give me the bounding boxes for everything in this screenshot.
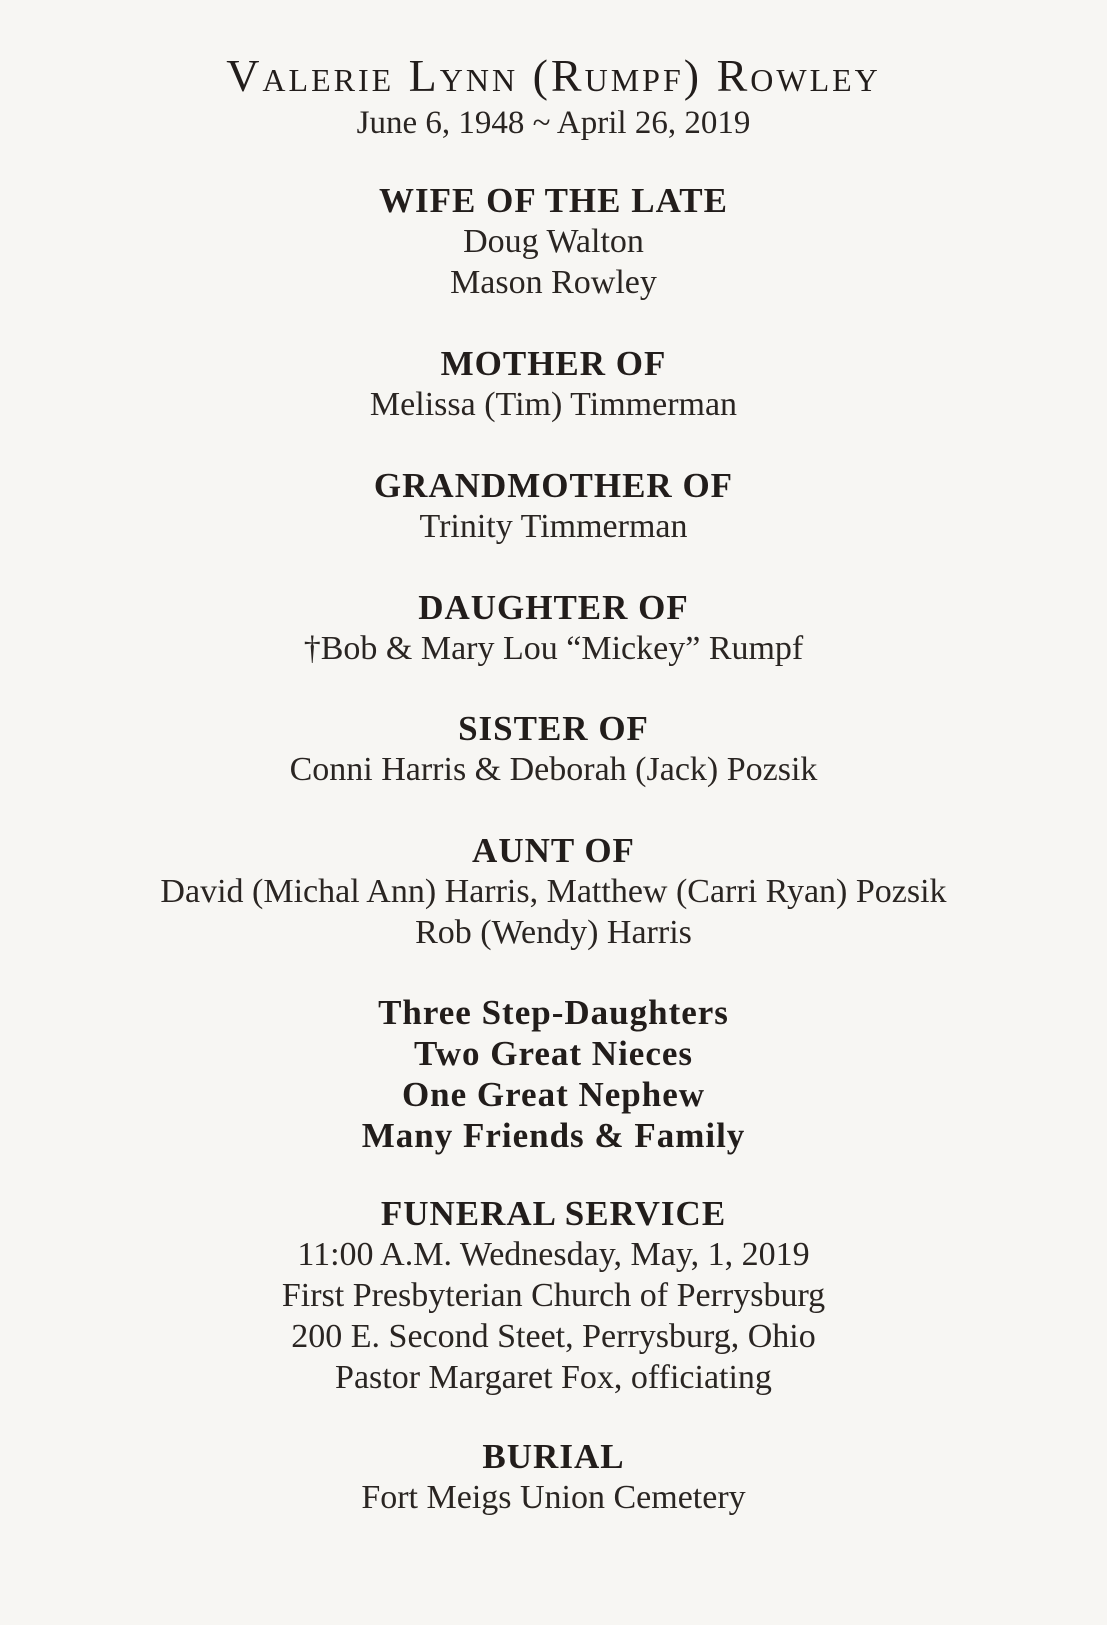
section-wife-of — [0, 180, 1107, 303]
section-line: One Great Nephew — [401, 1075, 706, 1114]
section-line: Two Great Nieces — [413, 1034, 694, 1073]
section-heading: WIFE OF THE LATE — [379, 181, 728, 220]
section-line: Melissa (Tim) Timmerman — [369, 386, 738, 423]
section-heading: FUNERAL SERVICE — [380, 1194, 727, 1233]
section-line: Trinity Timmerman — [419, 508, 688, 545]
section-line: Pastor Margaret Fox, officiating — [335, 1359, 772, 1396]
section-line: Rob (Wendy) Harris — [415, 914, 692, 951]
section-heading: MOTHER OF — [440, 344, 667, 383]
section-line: 11:00 A.M. Wednesday, May, 1, 2019 — [297, 1236, 810, 1273]
section-line: †Bob & Mary Lou “Mickey” Rumpf — [303, 630, 804, 667]
section-aunt-of — [0, 830, 1107, 953]
section-line: Conni Harris & Deborah (Jack) Pozsik — [289, 751, 818, 788]
section-line: 200 E. Second Steet, Perrysburg, Ohio — [291, 1318, 816, 1355]
section-line: Mason Rowley — [450, 264, 657, 301]
section-line: Fort Meigs Union Cemetery — [361, 1479, 746, 1516]
section-funeral-service — [0, 1193, 1107, 1398]
deceased-name: Valerie Lynn (Rumpf) Rowley — [226, 50, 881, 101]
section-line: Three Step-Daughters — [378, 993, 729, 1032]
section-others — [0, 992, 1107, 1156]
section-daughter-of — [0, 587, 1107, 669]
section-line: David (Michal Ann) Harris, Matthew (Carri Ryan) Pozsik — [160, 873, 947, 910]
section-sister-of — [0, 708, 1107, 790]
section-heading: BURIAL — [482, 1437, 625, 1476]
life-dates: June 6, 1948 ~ April 26, 2019 — [356, 105, 751, 141]
section-heading: AUNT OF — [472, 831, 635, 870]
section-line: First Presbyterian Church of Perrysburg — [281, 1277, 826, 1314]
section-mother-of — [0, 343, 1107, 425]
section-heading: GRANDMOTHER OF — [373, 466, 734, 505]
section-heading: SISTER OF — [458, 709, 649, 748]
section-grandmother-of — [0, 465, 1107, 547]
section-line: Many Friends & Family — [361, 1116, 746, 1155]
section-heading: DAUGHTER OF — [418, 588, 689, 627]
section-line: Doug Walton — [463, 223, 644, 260]
section-burial — [0, 1436, 1107, 1518]
